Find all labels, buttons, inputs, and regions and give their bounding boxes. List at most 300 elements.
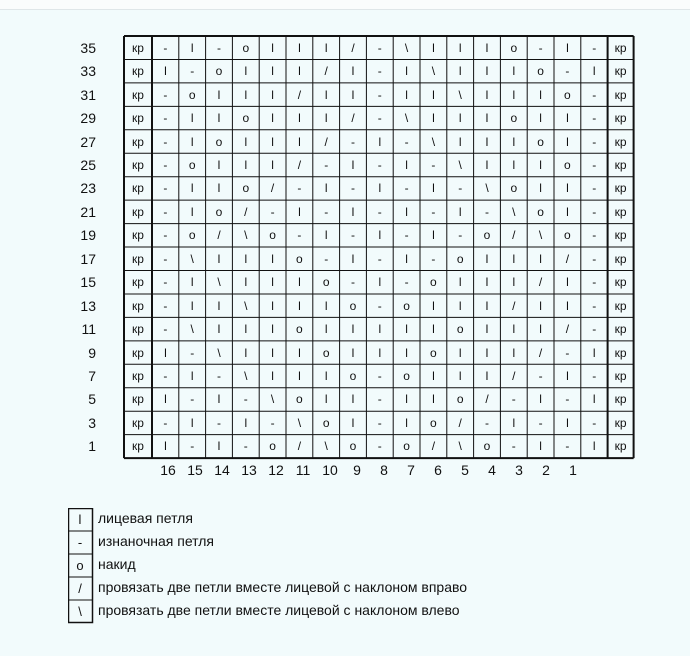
chart-cell: / <box>538 345 543 360</box>
chart-cell: кр <box>614 204 627 219</box>
chart-cell: l <box>378 181 382 196</box>
column-number: 2 <box>542 462 550 478</box>
chart-cell: o <box>188 87 196 102</box>
chart-cell: - <box>163 204 168 219</box>
chart-cell: - <box>270 204 275 219</box>
chart-cell: кр <box>614 40 627 55</box>
chart-cell: \ <box>404 111 409 126</box>
chart-cell: l <box>539 111 542 126</box>
chart-cell: - <box>377 204 382 219</box>
chart-cell: кр <box>614 111 627 126</box>
chart-cell: / <box>565 322 570 337</box>
chart-cell: - <box>484 204 489 219</box>
chart-cell: - <box>592 228 597 243</box>
chart-cell: - <box>404 275 409 290</box>
chart-cell: o <box>215 64 223 79</box>
chart-cell: l <box>485 111 489 126</box>
row-number: 3 <box>88 414 96 431</box>
chart-cell: l <box>244 87 248 102</box>
chart-cell: - <box>377 87 382 102</box>
chart-cell: - <box>163 134 168 149</box>
chart-cell: - <box>163 275 168 290</box>
chart-cell: / <box>217 228 221 243</box>
chart-cell: - <box>431 157 436 172</box>
chart-cell: кр <box>614 392 627 407</box>
chart-cell: l <box>566 134 569 149</box>
chart-cell: l <box>592 64 596 79</box>
chart-cell: l <box>512 345 516 360</box>
chart-cell: кр <box>132 64 144 79</box>
chart-cell: l <box>432 40 435 55</box>
chart-cell: / <box>565 251 570 266</box>
chart-cell: - <box>350 181 355 196</box>
chart-cell: l <box>405 345 408 360</box>
chart-cell: кр <box>132 275 144 290</box>
chart-cell: - <box>163 181 168 196</box>
row-number: 23 <box>80 180 96 197</box>
chart-cell: l <box>539 392 542 407</box>
chart-cell: \ <box>485 181 489 196</box>
chart-cell: кр <box>614 157 627 172</box>
chart-cell: l <box>351 322 355 337</box>
chart-cell: / <box>538 275 543 290</box>
chart-cell: / <box>270 181 275 196</box>
chart-cell: l <box>190 275 194 290</box>
chart-cell: o <box>456 322 464 337</box>
chart-cell: l <box>217 157 221 172</box>
chart-cell: - <box>565 64 570 79</box>
chart-cell: l <box>592 345 596 360</box>
chart-cell: l <box>190 111 194 126</box>
chart-cell: l <box>324 228 328 243</box>
chart-cell: o <box>349 439 357 454</box>
chart-cell: - <box>190 345 195 360</box>
chart-cell: l <box>405 322 408 337</box>
chart-cell: кр <box>614 369 627 384</box>
chart-cell: l <box>566 415 569 430</box>
chart-cell: o <box>510 181 518 196</box>
chart-cell: l <box>512 157 516 172</box>
chart-cell: l <box>512 322 516 337</box>
chart-cell: l <box>432 392 435 407</box>
chart-cell: l <box>378 134 382 149</box>
row-number: 33 <box>80 63 96 80</box>
chart-cell: o <box>564 157 571 172</box>
chart-cell: \ <box>431 134 436 149</box>
chart-cell: l <box>271 157 274 172</box>
chart-cell: - <box>592 322 597 337</box>
chart-cell: l <box>217 251 221 266</box>
chart-cell: o <box>456 251 464 266</box>
chart-cell: / <box>431 439 436 454</box>
chart-cell: - <box>592 87 597 102</box>
chart-cell: - <box>538 415 543 430</box>
chart-cell: - <box>592 111 597 126</box>
chart-cell: l <box>405 251 408 266</box>
chart-cell: \ <box>431 64 436 79</box>
chart-cell: кр <box>614 134 627 149</box>
chart-cell: \ <box>217 275 221 290</box>
chart-cell: / <box>297 439 302 454</box>
chart-cell: - <box>565 439 570 454</box>
chart-cell: - <box>350 134 355 149</box>
chart-cell: l <box>485 298 489 313</box>
chart-cell: / <box>485 392 489 407</box>
row-number: 11 <box>81 321 96 338</box>
chart-cell: - <box>565 345 570 360</box>
chart-cell: l <box>458 40 462 55</box>
chart-cell: l <box>458 111 462 126</box>
chart-cell: - <box>324 204 329 219</box>
chart-cell: o <box>430 275 437 290</box>
chart-cell: l <box>351 415 355 430</box>
chart-cell: - <box>297 181 302 196</box>
chart-cell: l <box>244 64 248 79</box>
chart-cell: l <box>244 322 248 337</box>
chart-cell: l <box>190 298 194 313</box>
chart-cell: - <box>377 40 382 55</box>
column-number: 13 <box>241 462 257 478</box>
chart-cell: - <box>350 275 355 290</box>
chart-cell: - <box>163 251 168 266</box>
chart-cell: - <box>163 40 168 55</box>
chart-cell: - <box>377 157 382 172</box>
chart-cell: l <box>271 64 274 79</box>
chart-cell: - <box>190 392 195 407</box>
column-number: 12 <box>268 462 284 478</box>
chart-cell: o <box>322 275 330 290</box>
chart-cell: o <box>483 228 491 243</box>
column-number: 8 <box>380 462 388 478</box>
chart-cell: l <box>271 345 274 360</box>
chart-cell: l <box>566 298 569 313</box>
chart-cell: / <box>297 157 302 172</box>
column-number: 6 <box>434 462 442 478</box>
chart-cell: l <box>244 251 248 266</box>
row-number: 19 <box>80 227 96 244</box>
chart-cell: l <box>458 134 462 149</box>
chart-cell: l <box>432 111 435 126</box>
chart-cell: o <box>564 87 571 102</box>
chart-cell: l <box>298 298 301 313</box>
chart-cell: - <box>565 392 570 407</box>
chart-cell: l <box>485 322 489 337</box>
chart-cell: кр <box>132 181 144 196</box>
chart-cell: l <box>351 345 355 360</box>
chart-cell: o <box>403 369 410 384</box>
chart-cell: / <box>297 87 302 102</box>
chart-cell: кр <box>614 181 627 196</box>
chart-cell: кр <box>132 439 144 454</box>
chart-cell: o <box>510 111 518 126</box>
chart-cell: o <box>215 204 223 219</box>
chart-cell: l <box>324 392 328 407</box>
chart-cell: \ <box>297 415 302 430</box>
column-number: 14 <box>214 462 230 478</box>
chart-cell: \ <box>458 157 462 172</box>
chart-cell: o <box>430 345 437 360</box>
chart-cell: l <box>432 369 435 384</box>
chart-cell: - <box>511 392 516 407</box>
column-number: 3 <box>515 462 523 478</box>
legend-symbol: o <box>76 557 84 573</box>
row-number: 15 <box>80 274 96 291</box>
chart-cell: l <box>298 345 301 360</box>
chart-cell: \ <box>404 40 409 55</box>
chart-cell: l <box>217 181 221 196</box>
chart-cell: - <box>377 64 382 79</box>
chart-cell: кр <box>614 322 627 337</box>
chart-cell: кр <box>614 275 627 290</box>
chart-cell: кр <box>132 134 144 149</box>
chart-cell: l <box>512 134 516 149</box>
chart-cell: l <box>324 298 328 313</box>
chart-cell: \ <box>244 228 248 243</box>
chart-cell: - <box>404 134 409 149</box>
row-number: 21 <box>80 203 96 220</box>
chart-cell: кр <box>132 204 144 219</box>
chart-cell: l <box>378 228 382 243</box>
chart-cell: - <box>592 415 597 430</box>
chart-cell: - <box>377 298 382 313</box>
chart-cell: - <box>163 415 168 430</box>
chart-cell: / <box>324 64 328 79</box>
chart-cell: o <box>430 415 437 430</box>
chart-cell: l <box>566 204 569 219</box>
chart-cell: кр <box>614 415 627 430</box>
chart-cell: l <box>485 87 489 102</box>
chart-cell: - <box>592 157 597 172</box>
chart-cell: l <box>432 87 435 102</box>
chart-cell: \ <box>244 298 248 313</box>
chart-cell: l <box>351 204 355 219</box>
chart-cell: / <box>512 228 516 243</box>
column-number: 10 <box>322 462 338 478</box>
chart-cell: - <box>377 392 382 407</box>
chart-cell: - <box>431 204 436 219</box>
chart-cell: \ <box>244 369 248 384</box>
chart-cell: l <box>271 111 274 126</box>
chart-cell: l <box>298 369 301 384</box>
chart-cell: l <box>432 322 435 337</box>
chart-cell: l <box>458 369 462 384</box>
chart-cell: o <box>296 251 303 266</box>
chart-cell: - <box>404 228 409 243</box>
chart-cell: o <box>322 345 330 360</box>
chart-cell: l <box>244 157 248 172</box>
chart-cell: - <box>458 181 463 196</box>
legend-symbol: - <box>77 534 83 550</box>
chart-cell: o <box>242 111 250 126</box>
chart-cell: l <box>432 298 435 313</box>
chart-cell: l <box>324 87 328 102</box>
chart-cell: l <box>190 415 194 430</box>
chart-cell: - <box>243 439 248 454</box>
legend-symbol: / <box>78 580 82 596</box>
legend-text: изнаночная петля <box>98 533 215 549</box>
legend-symbol: \ <box>78 603 82 619</box>
chart-cell: l <box>458 275 462 290</box>
chart-cell: / <box>244 204 248 219</box>
row-number: 5 <box>88 391 96 408</box>
chart-cell: l <box>458 204 462 219</box>
chart-cell: / <box>458 415 462 430</box>
chart-cell: l <box>351 392 355 407</box>
chart-cell: l <box>405 64 408 79</box>
chart-cell: / <box>351 111 355 126</box>
chart-cell: - <box>163 111 168 126</box>
chart-cell: l <box>244 275 248 290</box>
chart-cell: l <box>566 181 569 196</box>
chart-cell: l <box>324 369 328 384</box>
chart-cell: l <box>485 64 489 79</box>
legend-text: лицевая петля <box>98 510 193 526</box>
legend-text: провязать две петли вместе лицевой с наклоном влево <box>98 602 460 618</box>
chart-cell: o <box>269 228 276 243</box>
chart-cell: - <box>216 40 221 55</box>
chart-cell: кр <box>132 322 144 337</box>
chart-cell: o <box>242 40 250 55</box>
chart-cell: o <box>322 415 330 430</box>
chart-cell: l <box>217 298 221 313</box>
chart-cell: \ <box>324 439 328 454</box>
chart-cell: l <box>539 439 542 454</box>
chart-cell: o <box>296 392 303 407</box>
chart-cell: o <box>215 134 223 149</box>
chart-cell: кр <box>614 64 627 79</box>
chart-cell: l <box>271 298 274 313</box>
chart-cell: - <box>404 181 409 196</box>
chart-cell: l <box>378 345 382 360</box>
chart-cell: кр <box>132 40 144 55</box>
chart-cell: l <box>378 322 382 337</box>
chart-cell: кр <box>614 251 627 266</box>
chart-cell: l <box>485 251 489 266</box>
row-number: 7 <box>88 368 96 385</box>
chart-cell: l <box>432 228 435 243</box>
chart-cell: l <box>271 369 274 384</box>
chart-cell: l <box>244 415 248 430</box>
chart-cell: l <box>405 415 408 430</box>
legend-text: накид <box>98 556 136 572</box>
chart-cell: - <box>216 369 221 384</box>
chart-cell: кр <box>132 392 144 407</box>
chart-cell: l <box>271 251 274 266</box>
chart-cell: l <box>324 111 328 126</box>
chart-cell: кр <box>132 415 144 430</box>
chart-cell: l <box>298 275 301 290</box>
chart-cell: \ <box>217 345 221 360</box>
chart-cell: l <box>190 181 194 196</box>
chart-cell: кр <box>132 251 144 266</box>
chart-cell: - <box>377 439 382 454</box>
chart-cell: l <box>190 40 194 55</box>
chart-cell: l <box>298 64 301 79</box>
chart-cell: l <box>592 392 596 407</box>
chart-cell: / <box>512 298 516 313</box>
chart-cell: l <box>485 134 489 149</box>
column-number: 16 <box>160 462 176 478</box>
chart-cell: l <box>351 157 355 172</box>
chart-cell: l <box>512 275 516 290</box>
chart-cell: - <box>350 228 355 243</box>
chart-cell: l <box>539 157 542 172</box>
chart-cell: - <box>538 40 543 55</box>
chart-cell: l <box>271 322 274 337</box>
chart-cell: l <box>298 40 301 55</box>
chart-cell: l <box>566 275 569 290</box>
chart-cell: o <box>537 134 544 149</box>
column-number: 11 <box>295 462 311 478</box>
chart-cell: l <box>164 345 167 360</box>
chart-cell: кр <box>132 298 144 313</box>
chart-cell: l <box>324 181 328 196</box>
chart-cell: l <box>405 87 408 102</box>
chart-cell: l <box>512 251 516 266</box>
chart-cell: l <box>566 111 569 126</box>
chart-cell: l <box>485 157 489 172</box>
column-number: 9 <box>353 462 361 478</box>
chart-cell: - <box>163 322 168 337</box>
chart-cell: кр <box>132 345 144 360</box>
chart-cell: - <box>592 181 597 196</box>
chart-cell: - <box>592 251 597 266</box>
chart-cell: l <box>298 111 301 126</box>
chart-cell: l <box>458 298 462 313</box>
chart-cell: l <box>512 415 516 430</box>
chart-cell: - <box>216 415 221 430</box>
chart-cell: кр <box>132 228 144 243</box>
chart-cell: l <box>539 181 542 196</box>
chart-cell: кр <box>132 157 144 172</box>
chart-cell: - <box>297 228 302 243</box>
chart-cell: - <box>270 415 275 430</box>
chart-cell: l <box>271 275 274 290</box>
chart-cell: l <box>566 369 569 384</box>
chart-cell: - <box>431 251 436 266</box>
chart-cell: l <box>458 345 462 360</box>
chart-cell: o <box>456 392 464 407</box>
chart-cell: l <box>271 87 274 102</box>
chart-cell: - <box>324 251 329 266</box>
chart-cell: кр <box>614 345 627 360</box>
row-number: 17 <box>80 250 96 267</box>
chart-cell: l <box>351 87 355 102</box>
chart-cell: / <box>324 134 328 149</box>
chart-cell: - <box>163 228 168 243</box>
chart-cell: - <box>592 369 597 384</box>
chart-cell: - <box>190 64 195 79</box>
chart-cell: кр <box>614 228 627 243</box>
chart-cell: o <box>242 181 250 196</box>
chart-cell: \ <box>190 251 194 266</box>
chart-cell: - <box>377 111 382 126</box>
chart-cell: l <box>485 40 489 55</box>
chart-cell: l <box>539 298 542 313</box>
chart-cell: o <box>296 322 303 337</box>
chart-cell: l <box>164 392 167 407</box>
chart-cell: кр <box>132 369 144 384</box>
chart-cell: \ <box>270 392 275 407</box>
chart-cell: - <box>163 87 168 102</box>
chart-cell: - <box>377 251 382 266</box>
chart-cell: - <box>377 415 382 430</box>
row-number: 35 <box>80 39 96 56</box>
chart-cell: l <box>190 134 194 149</box>
chart-cell: l <box>217 439 221 454</box>
row-number: 25 <box>80 156 96 173</box>
column-number: 7 <box>407 462 415 478</box>
